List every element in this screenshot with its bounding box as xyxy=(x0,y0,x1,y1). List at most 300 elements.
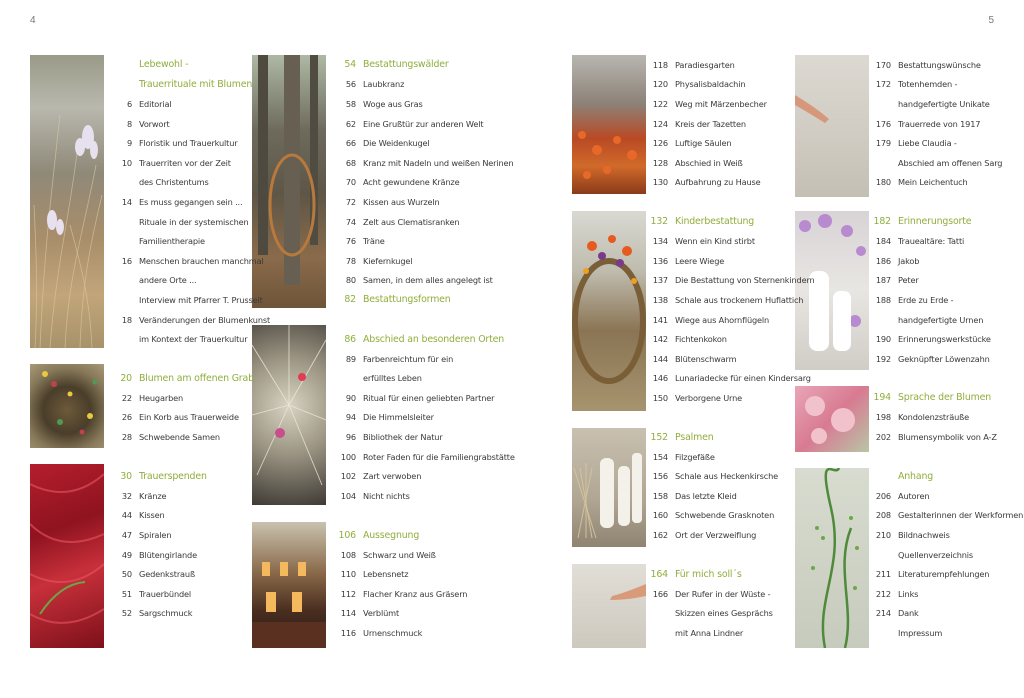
toc-page-number: 102 xyxy=(340,471,356,482)
toc-entry-title: Kränze xyxy=(139,490,167,501)
toc-page-number: 28 xyxy=(121,432,132,443)
toc-entry-title: Aufbahrung zu Hause xyxy=(675,177,761,188)
toc-entry-title: Bestattungsformen xyxy=(363,294,451,306)
toc-page-number: 9 xyxy=(126,138,132,149)
toc-entry-title: Trauerbündel xyxy=(139,588,192,599)
toc-page-number: 47 xyxy=(121,530,132,541)
toc-section-heading xyxy=(646,212,815,232)
toc-entry-title: handgefertigte Urnen xyxy=(898,314,984,325)
toc-entry xyxy=(869,94,1023,114)
toc-entry-title: Roter Faden für die Familiengrabstätte xyxy=(363,451,515,462)
toc-page-number: 44 xyxy=(121,510,132,521)
toc-page-number: 190 xyxy=(875,334,891,345)
toc-page-number: 192 xyxy=(875,353,891,364)
toc-page-number: 144 xyxy=(652,353,668,364)
toc-page-number: 72 xyxy=(345,196,356,207)
toc-page-number: 150 xyxy=(652,392,668,403)
toc-entry-title: Erinnerungswerkstücke xyxy=(898,334,991,345)
toc-page-number: 170 xyxy=(875,59,891,70)
toc-page-number: 194 xyxy=(873,392,891,404)
toc-entry xyxy=(108,388,270,408)
toc-entry xyxy=(869,427,1023,447)
toc-entry xyxy=(869,408,1023,428)
toc-entry-title: Bildnachweis xyxy=(898,530,950,541)
toc-page-number: 10 xyxy=(121,157,132,168)
toc-entry-title: im Kontext der Trauerkultur xyxy=(139,334,248,345)
toc-section-heading xyxy=(108,466,270,486)
toc-page-number: 176 xyxy=(875,118,891,129)
toc-entry-title: handgefertigte Unikate xyxy=(898,98,990,109)
toc-page-number: 114 xyxy=(340,608,356,619)
toc-entry-title: Bestattungswünsche xyxy=(898,59,981,70)
toc-entry xyxy=(330,466,515,486)
toc-entry-title: Jakob xyxy=(898,255,920,266)
toc-entry xyxy=(646,173,815,193)
toc-entry xyxy=(330,447,515,467)
toc-entry-title: Trauerrede von 1917 xyxy=(898,118,981,129)
toc-entry xyxy=(646,133,815,153)
toc-entry xyxy=(108,114,270,134)
toc-entry xyxy=(646,231,815,251)
toc-entry xyxy=(330,388,515,408)
toc-page-number: 188 xyxy=(875,294,891,305)
toc-entry-title: Kissen xyxy=(139,510,165,521)
toc-page-number: 138 xyxy=(652,294,668,305)
photo-nest-flowers xyxy=(572,211,646,411)
toc-entry-title: Editorial xyxy=(139,98,172,109)
toc-entry-title: Trauerspenden xyxy=(139,470,207,482)
toc-page-number: 14 xyxy=(121,196,132,207)
toc-entry-title: Zart verwoben xyxy=(363,471,422,482)
toc-page-number: 124 xyxy=(652,118,668,129)
toc-entry-title: Verborgene Urne xyxy=(675,392,743,403)
toc-entry xyxy=(646,466,815,486)
toc-entry xyxy=(330,231,515,251)
toc-entry xyxy=(869,251,1023,271)
toc-entry xyxy=(646,310,815,330)
toc-entry xyxy=(646,153,815,173)
toc-page-number: 8 xyxy=(126,118,132,129)
toc-entry xyxy=(330,251,515,271)
toc-entry-title: Peter xyxy=(898,275,919,286)
toc-section-heading xyxy=(330,290,515,310)
toc-page-number: 26 xyxy=(121,412,132,423)
toc-entry xyxy=(646,545,815,565)
toc-entry-title: Schwarz und Weiß xyxy=(363,549,436,560)
toc-entry-title: Menschen brauchen manchmal xyxy=(139,255,264,266)
toc-entry-title: Vorwort xyxy=(139,118,170,129)
toc-page-number: 74 xyxy=(345,216,356,227)
toc-entry xyxy=(330,584,515,604)
toc-entry xyxy=(108,231,270,251)
toc-entry-title: Eine Grußtür zur anderen Welt xyxy=(363,118,484,129)
toc-entry-title: Nicht nichts xyxy=(363,490,410,501)
toc-column-1 xyxy=(108,55,270,623)
toc-entry xyxy=(330,173,515,193)
toc-entry-title: Aussegnung xyxy=(363,529,420,541)
toc-page-number: 166 xyxy=(652,588,668,599)
toc-page-number: 80 xyxy=(345,275,356,286)
toc-page-number: 108 xyxy=(340,549,356,560)
toc-entry-title: Psalmen xyxy=(675,431,714,443)
toc-entry-title: Trauerriten vor der Zeit xyxy=(139,157,231,168)
toc-page-number: 164 xyxy=(650,568,668,580)
toc-entry xyxy=(869,231,1023,251)
toc-page-number: 186 xyxy=(875,255,891,266)
toc-entry xyxy=(869,55,1023,75)
toc-entry xyxy=(108,133,270,153)
toc-entry xyxy=(330,212,515,232)
toc-entry-title: Erde zu Erde - xyxy=(898,294,954,305)
toc-page-number: 122 xyxy=(652,98,668,109)
toc-page-number: 160 xyxy=(652,510,668,521)
toc-entry xyxy=(330,349,515,369)
toc-entry xyxy=(646,525,815,545)
toc-entry-title: Trauealtäre: Tatti xyxy=(898,236,965,247)
toc-page-number: 126 xyxy=(652,138,668,149)
toc-page-number: 156 xyxy=(652,471,668,482)
toc-entry-title: Mein Leichentuch xyxy=(898,177,968,188)
toc-page-number: 49 xyxy=(121,549,132,560)
toc-entry xyxy=(646,114,815,134)
toc-entry-title: Wiege aus Ahornflügeln xyxy=(675,314,770,325)
toc-page-number: 51 xyxy=(121,588,132,599)
toc-entry xyxy=(108,192,270,212)
toc-entry-title: Dank xyxy=(898,608,919,619)
toc-entry-title: Interview mit Pfarrer T. Prusseit xyxy=(139,294,263,305)
toc-entry xyxy=(108,271,270,291)
toc-page-number: 50 xyxy=(121,569,132,580)
toc-page-number: 146 xyxy=(652,373,668,384)
toc-entry-title: erfülltes Leben xyxy=(363,373,422,384)
toc-entry-title: Luftige Säulen xyxy=(675,138,732,149)
toc-entry xyxy=(646,75,815,95)
toc-entry xyxy=(330,192,515,212)
toc-entry-title: Schale aus Heckenkirsche xyxy=(675,471,779,482)
toc-entry xyxy=(869,369,1023,389)
toc-entry xyxy=(108,545,270,565)
toc-entry xyxy=(330,114,515,134)
toc-entry-title: Kiefernkugel xyxy=(363,255,413,266)
toc-page-number: 66 xyxy=(345,138,356,149)
toc-entry-title: Heugarben xyxy=(139,392,184,403)
toc-entry xyxy=(330,133,515,153)
toc-entry-title: Links xyxy=(898,588,919,599)
toc-entry xyxy=(330,75,515,95)
toc-page-number: 78 xyxy=(345,255,356,266)
toc-entry xyxy=(108,153,270,173)
toc-entry xyxy=(869,506,1023,526)
toc-entry-title: Ein Korb aus Trauerweide xyxy=(139,412,239,423)
toc-entry-title: Zelt aus Clematisranken xyxy=(363,216,460,227)
toc-page-number: 89 xyxy=(345,353,356,364)
page-number-right: 5 xyxy=(988,15,994,26)
toc-entry-title: Sprache der Blumen xyxy=(898,392,992,404)
toc-entry-title: mit Anna Lindner xyxy=(675,628,744,639)
toc-entry-title: Woge aus Gras xyxy=(363,98,423,109)
toc-section-heading xyxy=(330,525,515,545)
toc-entry xyxy=(646,447,815,467)
toc-entry xyxy=(646,486,815,506)
toc-entry xyxy=(869,486,1023,506)
toc-page-number: 212 xyxy=(875,588,891,599)
toc-entry xyxy=(330,271,515,291)
toc-entry-title: Verblümt xyxy=(363,608,400,619)
toc-page-number: 106 xyxy=(338,529,356,541)
toc-entry-title: Anhang xyxy=(898,470,934,482)
toc-entry-title: Wenn ein Kind stirbt xyxy=(675,236,755,247)
toc-entry xyxy=(869,173,1023,193)
toc-entry-title: Spiralen xyxy=(139,530,172,541)
toc-entry-title: Ritual für einen geliebten Partner xyxy=(363,392,495,403)
toc-entry xyxy=(108,251,270,271)
toc-entry xyxy=(869,447,1023,467)
toc-entry xyxy=(646,329,815,349)
toc-page-number: 202 xyxy=(875,432,891,443)
toc-page-number: 104 xyxy=(340,490,356,501)
toc-page-number: 172 xyxy=(875,79,891,90)
photo-crocus-grass xyxy=(30,55,104,348)
toc-entry-title: Farbenreichtum für ein xyxy=(363,353,454,364)
toc-entry xyxy=(108,506,270,526)
toc-page-number: 206 xyxy=(875,490,891,501)
toc-entry-title: Abschied in Weiß xyxy=(675,157,743,168)
toc-column-4 xyxy=(869,55,1023,643)
toc-entry-title: Blütengirlande xyxy=(139,549,197,560)
toc-entry xyxy=(646,192,815,212)
toc-entry xyxy=(646,349,815,369)
toc-entry-title: Urnenschmuck xyxy=(363,628,423,639)
toc-entry xyxy=(869,271,1023,291)
toc-page-number: 182 xyxy=(873,216,891,228)
toc-entry-title: Kinderbestattung xyxy=(675,216,755,228)
toc-page-number: 100 xyxy=(340,451,356,462)
toc-entry-title: Flacher Kranz aus Gräsern xyxy=(363,588,468,599)
toc-entry-title: Rituale in der systemischen xyxy=(139,216,249,227)
toc-section-heading xyxy=(646,564,815,584)
toc-entry xyxy=(108,525,270,545)
toc-entry xyxy=(869,290,1023,310)
toc-entry xyxy=(869,192,1023,212)
toc-entry xyxy=(869,545,1023,565)
toc-entry xyxy=(869,349,1023,369)
toc-entry-title: Laubkranz xyxy=(363,79,405,90)
toc-entry xyxy=(108,427,270,447)
toc-entry xyxy=(869,525,1023,545)
toc-entry-title: Die Himmelsleiter xyxy=(363,412,434,423)
toc-entry-title: Ort der Verzweiflung xyxy=(675,530,757,541)
toc-page-number: 211 xyxy=(875,569,891,580)
toc-entry xyxy=(869,564,1023,584)
toc-entry-title: Der Rufer in der Wüste - xyxy=(675,588,771,599)
toc-section-heading xyxy=(108,55,270,75)
toc-page-number: 62 xyxy=(345,118,356,129)
toc-entry-title: Kranz mit Nadeln und weißen Nerinen xyxy=(363,157,514,168)
toc-entry-title: andere Orte ... xyxy=(139,275,197,286)
toc-page-number: 141 xyxy=(652,314,668,325)
toc-entry-title: Abschied am offenen Sarg xyxy=(898,157,1003,168)
toc-page-number: 137 xyxy=(652,275,668,286)
toc-entry-title: Lebewohl - xyxy=(139,59,189,71)
toc-column-3 xyxy=(646,55,815,643)
toc-entry xyxy=(869,133,1023,153)
toc-entry-title: Schale aus trockenem Huflattich xyxy=(675,294,804,305)
toc-entry xyxy=(108,447,270,467)
toc-entry xyxy=(330,564,515,584)
toc-entry-title: Kondolenzsträuße xyxy=(898,412,970,423)
toc-entry xyxy=(330,623,515,643)
toc-entry-title: Leere Wiege xyxy=(675,255,725,266)
toc-entry xyxy=(108,349,270,369)
toc-entry-title: Gedenkstrauß xyxy=(139,569,195,580)
toc-entry-title: Liebe Claudia - xyxy=(898,138,957,149)
toc-page-number: 128 xyxy=(652,157,668,168)
toc-entry xyxy=(646,55,815,75)
toc-page-number: 198 xyxy=(875,412,891,423)
toc-page-number: 6 xyxy=(126,98,132,109)
toc-page-number: 56 xyxy=(345,79,356,90)
toc-entry-title: Floristik und Trauerkultur xyxy=(139,138,238,149)
photo-red-berries xyxy=(30,464,104,648)
photo-sand-hand xyxy=(572,564,646,648)
photo-felt-vessels xyxy=(572,428,646,547)
toc-entry-title: Samen, in dem alles angelegt ist xyxy=(363,275,493,286)
toc-entry xyxy=(330,427,515,447)
toc-entry xyxy=(108,173,270,193)
toc-entry xyxy=(330,153,515,173)
toc-entry-title: Geknüpfter Löwenzahn xyxy=(898,353,990,364)
toc-entry xyxy=(646,506,815,526)
toc-section-heading xyxy=(108,369,270,389)
toc-entry-title: Trauerrituale mit Blumen xyxy=(139,78,253,90)
toc-page-number: 214 xyxy=(875,608,891,619)
toc-entry-title: Fichtenkokon xyxy=(675,334,727,345)
toc-entry xyxy=(646,604,815,624)
toc-page-number: 82 xyxy=(344,294,356,306)
toc-entry xyxy=(330,545,515,565)
toc-entry-title: Literaturempfehlungen xyxy=(898,569,990,580)
toc-entry xyxy=(646,94,815,114)
toc-entry xyxy=(869,153,1023,173)
toc-entry xyxy=(646,408,815,428)
toc-page-number: 158 xyxy=(652,490,668,501)
toc-page-number: 16 xyxy=(121,255,132,266)
toc-entry-title: Paradiesgarten xyxy=(675,59,735,70)
photo-paradise-garden xyxy=(572,55,646,194)
toc-section-heading xyxy=(869,388,1023,408)
toc-page-number: 162 xyxy=(652,530,668,541)
toc-entry-title: Blütenschwarm xyxy=(675,353,737,364)
toc-page-number: 58 xyxy=(345,98,356,109)
toc-page-number: 22 xyxy=(121,392,132,403)
toc-entry-title: Weg mit Märzenbecher xyxy=(675,98,767,109)
toc-entry-title: Acht gewundene Kränze xyxy=(363,177,460,188)
toc-entry xyxy=(108,94,270,114)
toc-entry-title: Es muss gegangen sein ... xyxy=(139,196,243,207)
toc-entry xyxy=(108,584,270,604)
toc-section-heading xyxy=(869,466,1023,486)
toc-entry-title: Für mich soll´s xyxy=(675,568,742,580)
toc-entry xyxy=(869,584,1023,604)
toc-entry-title: Kreis der Tazetten xyxy=(675,118,746,129)
photo-grave-wreath xyxy=(30,364,104,448)
toc-page-number: 187 xyxy=(875,275,891,286)
toc-entry xyxy=(646,251,815,271)
toc-page-number: 94 xyxy=(345,412,356,423)
toc-entry-title: Skizzen eines Gesprächs xyxy=(675,608,773,619)
toc-page-number: 118 xyxy=(652,59,668,70)
toc-entry-title: Gestalterinnen der Werkformen xyxy=(898,510,1024,521)
toc-entry-title: Veränderungen der Blumenkunst xyxy=(139,314,271,325)
toc-entry xyxy=(108,329,270,349)
toc-entry-title: Filzgefäße xyxy=(675,451,715,462)
toc-entry xyxy=(330,506,515,526)
toc-entry xyxy=(330,94,515,114)
toc-page-number: 32 xyxy=(121,490,132,501)
toc-page-number: 30 xyxy=(120,470,132,482)
toc-entry-title: Erinnerungsorte xyxy=(898,216,972,228)
toc-entry xyxy=(646,623,815,643)
toc-entry xyxy=(330,486,515,506)
toc-entry xyxy=(330,310,515,330)
toc-page-number: 52 xyxy=(121,608,132,619)
toc-page-number: 86 xyxy=(344,333,356,345)
toc-entry-title: Bibliothek der Natur xyxy=(363,432,443,443)
toc-page-number: 142 xyxy=(652,334,668,345)
toc-entry-title: Träne xyxy=(363,236,385,247)
toc-entry-title: Sargschmuck xyxy=(139,608,193,619)
toc-entry xyxy=(108,290,270,310)
toc-entry xyxy=(646,290,815,310)
toc-page-number: 18 xyxy=(121,314,132,325)
toc-entry xyxy=(108,486,270,506)
toc-entry-title: Quellenverzeichnis xyxy=(898,549,974,560)
toc-entry xyxy=(646,271,815,291)
toc-entry xyxy=(869,604,1023,624)
toc-entry xyxy=(108,604,270,624)
toc-entry-title: Kissen aus Wurzeln xyxy=(363,196,440,207)
toc-entry xyxy=(869,623,1023,643)
toc-page-number: 20 xyxy=(120,372,132,384)
toc-page-number: 184 xyxy=(875,236,891,247)
toc-page-number: 76 xyxy=(345,236,356,247)
toc-page-number: 96 xyxy=(345,432,356,443)
toc-entry-title: des Christentums xyxy=(139,177,209,188)
toc-page-number: 154 xyxy=(652,451,668,462)
toc-section-heading xyxy=(646,427,815,447)
toc-entry xyxy=(108,310,270,330)
toc-entry-title: Autoren xyxy=(898,490,930,501)
toc-entry-title: Schwebende Samen xyxy=(139,432,220,443)
toc-entry xyxy=(646,584,815,604)
toc-section-heading xyxy=(869,212,1023,232)
toc-entry-title: Blumen am offenen Grab xyxy=(139,372,254,384)
toc-entry xyxy=(646,369,815,389)
toc-entry-title: Die Bestattung von Sternenkindern xyxy=(675,275,815,286)
toc-entry-title: Schwebende Grasknoten xyxy=(675,510,775,521)
toc-page-number: 54 xyxy=(344,59,356,71)
toc-entry-title: Physalisbaldachin xyxy=(675,79,746,90)
toc-page-number: 130 xyxy=(652,177,668,188)
toc-page-number: 179 xyxy=(875,138,891,149)
toc-entry xyxy=(869,310,1023,330)
toc-page-number: 120 xyxy=(652,79,668,90)
toc-entry xyxy=(646,388,815,408)
toc-entry-title: Abschied an besonderen Orten xyxy=(363,333,505,345)
toc-column-2 xyxy=(330,55,515,643)
toc-entry-title: Bestattungswälder xyxy=(363,59,449,71)
toc-page-number: 110 xyxy=(340,569,356,580)
